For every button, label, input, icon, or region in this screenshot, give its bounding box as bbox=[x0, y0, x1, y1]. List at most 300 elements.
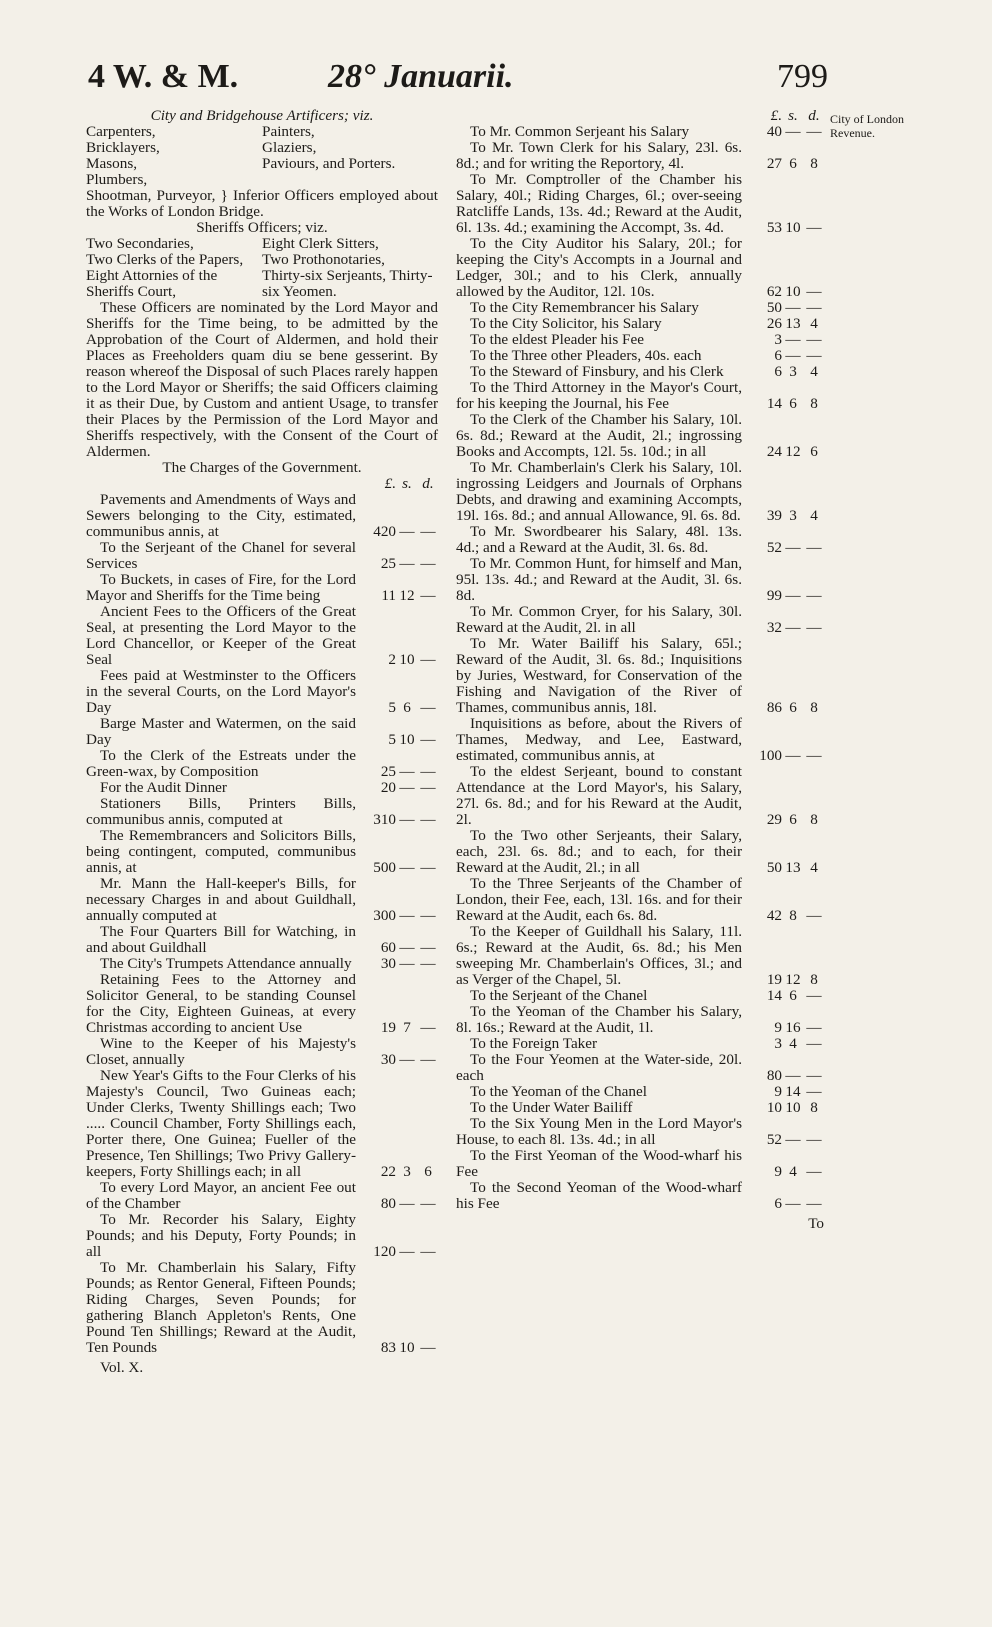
pence-value: — bbox=[806, 347, 822, 364]
pounds-value: 32 bbox=[766, 619, 782, 636]
pounds-value: 3 bbox=[774, 331, 782, 348]
shillings-value: — bbox=[785, 619, 801, 636]
pounds-value: 99 bbox=[766, 587, 782, 604]
shillings-value: 4 bbox=[789, 1035, 797, 1052]
charge-description: To the Three other Pleaders, 40s. each bbox=[470, 347, 702, 364]
shillings-value: — bbox=[399, 1243, 415, 1260]
catchword: To bbox=[808, 1215, 824, 1232]
charge-amount bbox=[748, 700, 824, 716]
pence-value: — bbox=[420, 1051, 436, 1068]
shillings-value: — bbox=[399, 811, 415, 828]
session-date: 28° Januarii. bbox=[328, 58, 514, 95]
charge-description: To Mr. Chamberlain his Salary, Fifty Pounds; as Rentor General, Fifteen Pounds; Riding Charges, Seven Pounds; for gathering Blanch Appleton's Rents, One Pound Ten Shillings; Reward at the Audit, Ten Pounds bbox=[86, 1259, 356, 1356]
shillings-value: — bbox=[785, 587, 801, 604]
charge-description: To the Four Yeomen at the Water-side, 20l. each bbox=[456, 1051, 742, 1084]
charge-description: To the First Yeoman of the Wood-wharf his Fee bbox=[456, 1147, 742, 1180]
charge-description: Wine to the Keeper of his Majesty's Closet, annually bbox=[86, 1035, 356, 1068]
charge-description: Fees paid at Westminster to the Officers in the several Courts, on the Lord Mayor's Day bbox=[86, 667, 356, 716]
list-item: Plumbers, bbox=[86, 171, 148, 188]
shillings-value: — bbox=[399, 907, 415, 924]
charge-entry bbox=[456, 1180, 824, 1212]
shillings-value: — bbox=[785, 1195, 801, 1212]
charge-description: To the Foreign Taker bbox=[470, 1035, 598, 1052]
pence-value: — bbox=[806, 747, 822, 764]
pounds-value: 9 bbox=[774, 1163, 782, 1180]
charge-entry bbox=[86, 540, 438, 572]
shillings-value: — bbox=[785, 347, 801, 364]
charge-entry bbox=[456, 1004, 824, 1036]
charge-entry bbox=[456, 380, 824, 412]
pounds-value: 62 bbox=[766, 283, 782, 300]
charge-entry bbox=[86, 1260, 438, 1356]
charge-description: Inquisitions as before, about the Rivers of Thames, Medway, and Lee, Eastward, estimated, communibus annis, at bbox=[456, 715, 742, 764]
charge-description: The City's Trumpets Attendance annually bbox=[100, 955, 352, 972]
pounds-value: 83 bbox=[380, 1339, 396, 1356]
pence-value: — bbox=[420, 955, 436, 972]
charge-entry bbox=[456, 332, 824, 348]
charge-entry bbox=[86, 1036, 438, 1068]
pence-value: — bbox=[806, 123, 822, 140]
charge-amount bbox=[362, 556, 438, 572]
charge-entry bbox=[456, 316, 824, 332]
pounds-value: 22 bbox=[380, 1163, 396, 1180]
shillings-value: — bbox=[399, 1051, 415, 1068]
charge-entry bbox=[86, 748, 438, 780]
pounds-value: 6 bbox=[774, 347, 782, 364]
charge-entry bbox=[456, 172, 824, 236]
charge-amount bbox=[362, 1052, 438, 1068]
shillings-value: — bbox=[785, 1067, 801, 1084]
charge-entry bbox=[456, 556, 824, 604]
charge-description: To the City Remembrancer his Salary bbox=[470, 299, 699, 316]
charge-entry bbox=[456, 412, 824, 460]
charge-amount bbox=[748, 972, 824, 988]
charge-entry bbox=[456, 300, 824, 316]
pence-value: 8 bbox=[810, 811, 818, 828]
charge-amount bbox=[748, 1100, 824, 1116]
pence-value: — bbox=[420, 763, 436, 780]
charge-description: To the Yeoman of the Chanel bbox=[470, 1083, 647, 1100]
shillings-value: 13 bbox=[785, 859, 801, 876]
charge-entry bbox=[456, 460, 824, 524]
charge-entry bbox=[86, 604, 438, 668]
charge-amount bbox=[362, 1020, 438, 1036]
shillings-value: 3 bbox=[403, 1163, 411, 1180]
charge-description: To Mr. Common Serjeant his Salary bbox=[470, 123, 690, 140]
margin-note: City of London Revenue. bbox=[830, 112, 904, 140]
pence-value: — bbox=[806, 1019, 822, 1036]
volume-mark: Vol. X. bbox=[100, 1359, 144, 1376]
charge-entry bbox=[86, 780, 438, 796]
charge-amount bbox=[362, 588, 438, 604]
pounds-value: 14 bbox=[766, 395, 782, 412]
pence-value: 6 bbox=[810, 443, 818, 460]
charge-amount bbox=[748, 988, 824, 1004]
charge-amount bbox=[748, 156, 824, 172]
charge-entry bbox=[86, 716, 438, 748]
charge-entry bbox=[86, 924, 438, 956]
pence-value: — bbox=[806, 587, 822, 604]
charge-description: To the Under Water Bailiff bbox=[470, 1099, 633, 1116]
charge-entry bbox=[86, 572, 438, 604]
currency-header-right: £. s. d. bbox=[770, 107, 820, 124]
pounds-value: 26 bbox=[766, 315, 782, 332]
shillings-value: 7 bbox=[403, 1019, 411, 1036]
pence-value: — bbox=[806, 331, 822, 348]
charge-amount bbox=[362, 956, 438, 972]
list-item: Masons, Paviours, and Porters. bbox=[86, 155, 396, 172]
charge-amount bbox=[362, 1164, 438, 1180]
charge-description: To Mr. Town Clerk for his Salary, 23l. 6s. 8d.; and for writing the Reportory, 4l. bbox=[456, 139, 742, 172]
shillings-value: 12 bbox=[785, 971, 801, 988]
pence-value: — bbox=[420, 779, 436, 796]
shillings-value: 4 bbox=[789, 1163, 797, 1180]
pence-value: — bbox=[420, 811, 436, 828]
page-number: 799 bbox=[777, 58, 828, 95]
pounds-value: 29 bbox=[766, 811, 782, 828]
charge-description: To the Third Attorney in the Mayor's Court, for his keeping the Journal, his Fee bbox=[456, 379, 742, 412]
charge-entry bbox=[456, 1116, 824, 1148]
pounds-value: 39 bbox=[766, 507, 782, 524]
pence-value: 8 bbox=[810, 395, 818, 412]
charge-entry bbox=[86, 668, 438, 716]
charge-amount bbox=[748, 1132, 824, 1148]
pence-value: — bbox=[420, 859, 436, 876]
charge-amount bbox=[362, 700, 438, 716]
shillings-value: 6 bbox=[789, 395, 797, 412]
pence-value: — bbox=[420, 1339, 436, 1356]
right-column bbox=[456, 108, 824, 1232]
charge-amount bbox=[748, 348, 824, 364]
right-charges-list bbox=[456, 124, 824, 1212]
pounds-value: 19 bbox=[380, 1019, 396, 1036]
shillings-value: — bbox=[399, 779, 415, 796]
charge-amount bbox=[748, 444, 824, 460]
charge-description: To the Serjeant of the Chanel bbox=[470, 987, 648, 1004]
charge-entry bbox=[456, 524, 824, 556]
charge-amount bbox=[362, 524, 438, 540]
charge-entry bbox=[456, 764, 824, 828]
charge-amount bbox=[748, 748, 824, 764]
shillings-value: 6 bbox=[403, 699, 411, 716]
pounds-value: 11 bbox=[381, 587, 396, 604]
pounds-value: 500 bbox=[373, 859, 396, 876]
charge-amount bbox=[748, 620, 824, 636]
shillings-value: — bbox=[785, 539, 801, 556]
charge-amount bbox=[748, 220, 824, 236]
shillings-value: 10 bbox=[399, 731, 415, 748]
charge-amount bbox=[362, 764, 438, 780]
pence-value: — bbox=[420, 587, 436, 604]
shillings-value: — bbox=[785, 331, 801, 348]
pounds-value: 40 bbox=[766, 123, 782, 140]
pounds-value: 120 bbox=[373, 1243, 396, 1260]
pounds-value: 27 bbox=[766, 155, 782, 172]
charge-amount bbox=[362, 1340, 438, 1356]
pounds-value: 50 bbox=[766, 299, 782, 316]
pounds-value: 30 bbox=[380, 955, 396, 972]
pence-value: 4 bbox=[810, 859, 818, 876]
pounds-value: 9 bbox=[774, 1083, 782, 1100]
list-item: Eight Attornies of the Sheriffs Court, Thirty-six Serjeants, Thirty-six Yeomen. bbox=[86, 267, 433, 300]
left-column bbox=[86, 108, 438, 1376]
charge-amount bbox=[748, 284, 824, 300]
charge-description: To the Keeper of Guildhall his Salary, 11l. 6s.; Reward at the Audit, 6s. 8d.; his Men sweeping Mr. Chamberlain's Offices, 3l.; and as Verger of the Chapel, 5l. bbox=[456, 923, 742, 988]
pounds-value: 310 bbox=[373, 811, 396, 828]
pounds-value: 50 bbox=[766, 859, 782, 876]
charge-amount bbox=[748, 332, 824, 348]
left-charges-list bbox=[86, 492, 438, 1356]
pence-value: 8 bbox=[810, 699, 818, 716]
charge-description: To the Second Yeoman of the Wood-wharf his Fee bbox=[456, 1179, 742, 1212]
charge-description: To the Clerk of the Chamber his Salary, 10l. 6s. 8d.; Reward at the Audit, 2l.; ingrossing Books and Accompts, 12l. 5s. 10d.; in all bbox=[456, 411, 742, 460]
pounds-value: 60 bbox=[380, 939, 396, 956]
charge-amount bbox=[748, 860, 824, 876]
charge-description: Barge Master and Watermen, on the said Day bbox=[86, 715, 356, 748]
pence-value: — bbox=[806, 299, 822, 316]
shillings-value: — bbox=[399, 939, 415, 956]
charge-amount bbox=[748, 588, 824, 604]
pounds-value: 42 bbox=[766, 907, 782, 924]
shillings-value: 10 bbox=[785, 1099, 801, 1116]
charge-description: To the Steward of Finsbury, and his Clerk bbox=[470, 363, 724, 380]
charge-entry bbox=[456, 236, 824, 300]
shillings-value: 16 bbox=[785, 1019, 801, 1036]
shillings-value: 6 bbox=[789, 699, 797, 716]
charge-description: To Mr. Comptroller of the Chamber his Salary, 40l.; Riding Charges, 6l.; over-seeing Ratcliffe Lands, 13s. 4d.; Reward at the Audit, 6l. 13s. 4d.; examining the Accompt, 3s. 4d. bbox=[456, 171, 742, 236]
charge-entry bbox=[456, 828, 824, 876]
charge-entry bbox=[456, 604, 824, 636]
pence-value: 8 bbox=[810, 971, 818, 988]
charge-amount bbox=[362, 812, 438, 828]
charge-description: To every Lord Mayor, an ancient Fee out of the Chamber bbox=[86, 1179, 356, 1212]
shillings-value: — bbox=[785, 747, 801, 764]
charge-entry bbox=[456, 876, 824, 924]
charge-description: Retaining Fees to the Attorney and Solicitor General, to be standing Counsel for the City, Eighteen Guineas, at every Christmas according to ancient Use bbox=[86, 971, 356, 1036]
pounds-value: 100 bbox=[759, 747, 782, 764]
shillings-value: — bbox=[399, 955, 415, 972]
shillings-value: 8 bbox=[789, 907, 797, 924]
pounds-value: 3 bbox=[774, 1035, 782, 1052]
pounds-value: 5 bbox=[388, 731, 396, 748]
charge-amount bbox=[748, 364, 824, 380]
pence-value: 4 bbox=[810, 507, 818, 524]
charge-description: To the Two other Serjeants, their Salary, each, 23l. 6s. 8d.; and to each, for their Reward at the Audit, 2l.; in all bbox=[456, 827, 742, 876]
charge-entry bbox=[86, 1068, 438, 1180]
shillings-value: — bbox=[785, 123, 801, 140]
shillings-value: 10 bbox=[785, 283, 801, 300]
pence-value: — bbox=[806, 539, 822, 556]
charge-amount bbox=[748, 540, 824, 556]
shillings-value: — bbox=[399, 763, 415, 780]
pence-value: — bbox=[806, 987, 822, 1004]
charge-entry bbox=[86, 796, 438, 828]
pence-value: — bbox=[806, 1195, 822, 1212]
charge-description: To the Clerk of the Estreats under the Green-wax, by Composition bbox=[86, 747, 356, 780]
charge-description: To the Serjeant of the Chanel for several Services bbox=[86, 539, 356, 572]
pounds-value: 10 bbox=[766, 1099, 782, 1116]
pounds-value: 86 bbox=[766, 699, 782, 716]
charge-amount bbox=[748, 908, 824, 924]
shillings-value: — bbox=[399, 555, 415, 572]
charge-description: To the City Solicitor, his Salary bbox=[470, 315, 662, 332]
pounds-value: 2 bbox=[388, 651, 396, 668]
shillings-value: — bbox=[399, 859, 415, 876]
charge-description: To Mr. Common Cryer, for his Salary, 30l. Reward at the Audit, 2l. in all bbox=[456, 603, 742, 636]
charge-entry bbox=[86, 876, 438, 924]
charge-entry bbox=[456, 636, 824, 716]
charge-amount bbox=[362, 652, 438, 668]
shillings-value: 12 bbox=[785, 443, 801, 460]
charge-description: To the City Auditor his Salary, 20l.; for keeping the City's Accompts in a Journal and Ledger, 30l.; and to his Clerk, annually allowed by the Auditor, 12l. 10s. bbox=[456, 235, 742, 300]
charge-description: Mr. Mann the Hall-keeper's Bills, for necessary Charges in and about Guildhall, annually computed at bbox=[86, 875, 356, 924]
pounds-value: 80 bbox=[380, 1195, 396, 1212]
shillings-value: — bbox=[399, 523, 415, 540]
pence-value: — bbox=[806, 1163, 822, 1180]
charge-amount bbox=[362, 732, 438, 748]
shillings-value: 6 bbox=[789, 811, 797, 828]
page-header bbox=[88, 58, 828, 104]
charge-amount bbox=[362, 908, 438, 924]
charge-amount bbox=[748, 1020, 824, 1036]
artificers-list bbox=[86, 124, 438, 188]
pounds-value: 6 bbox=[774, 1195, 782, 1212]
pence-value: — bbox=[420, 1195, 436, 1212]
pounds-value: 25 bbox=[380, 763, 396, 780]
pounds-value: 52 bbox=[766, 1131, 782, 1148]
charge-entry bbox=[456, 988, 824, 1004]
pence-value: — bbox=[806, 1035, 822, 1052]
pence-value: 6 bbox=[424, 1163, 432, 1180]
pounds-value: 52 bbox=[766, 539, 782, 556]
charge-description: Ancient Fees to the Officers of the Great Seal, at presenting the Lord Mayor to the Lord Chancellor, or Keeper of the Great Seal bbox=[86, 603, 356, 668]
charge-amount bbox=[748, 396, 824, 412]
pounds-value: 9 bbox=[774, 1019, 782, 1036]
charge-description: For the Audit Dinner bbox=[100, 779, 227, 796]
pounds-value: 300 bbox=[373, 907, 396, 924]
charge-entry bbox=[86, 492, 438, 540]
shillings-value: 10 bbox=[399, 1339, 415, 1356]
charge-amount bbox=[362, 780, 438, 796]
charge-description: To Buckets, in cases of Fire, for the Lord Mayor and Sheriffs for the Time being bbox=[86, 571, 356, 604]
pounds-value: 6 bbox=[774, 363, 782, 380]
pounds-value: 80 bbox=[766, 1067, 782, 1084]
charge-description: Pavements and Amendments of Ways and Sewers belonging to the City, estimated, communibus annis, at bbox=[86, 491, 356, 540]
charge-description: To the Six Young Men in the Lord Mayor's House, to each 8l. 13s. 4d.; in all bbox=[456, 1115, 742, 1148]
charge-amount bbox=[362, 940, 438, 956]
charge-amount bbox=[748, 1068, 824, 1084]
charge-entry bbox=[456, 1084, 824, 1100]
inferior-officers: Shootman, Purveyor, } Inferior Officers employed about the Works of London Bridge. bbox=[86, 187, 438, 220]
pence-value: — bbox=[806, 619, 822, 636]
pounds-value: 30 bbox=[380, 1051, 396, 1068]
charge-entry bbox=[86, 828, 438, 876]
charge-entry bbox=[456, 140, 824, 172]
charge-entry bbox=[456, 1036, 824, 1052]
artificers-heading: City and Bridgehouse Artificers; viz. bbox=[150, 107, 374, 124]
pence-value: — bbox=[420, 555, 436, 572]
charge-entry bbox=[456, 348, 824, 364]
list-item: Bricklayers, Glaziers, bbox=[86, 139, 317, 156]
pence-value: — bbox=[806, 907, 822, 924]
shillings-value: 3 bbox=[789, 507, 797, 524]
charge-description: To the Yeoman of the Chamber his Salary, 8l. 16s.; Reward at the Audit, 1l. bbox=[456, 1003, 742, 1036]
pounds-value: 5 bbox=[388, 699, 396, 716]
charge-entry bbox=[456, 1100, 824, 1116]
pence-value: — bbox=[420, 907, 436, 924]
shillings-value: 13 bbox=[785, 315, 801, 332]
shillings-value: 10 bbox=[399, 651, 415, 668]
charge-description: To Mr. Recorder his Salary, Eighty Pounds; and his Deputy, Forty Pounds; in all bbox=[86, 1211, 356, 1260]
charge-amount bbox=[362, 860, 438, 876]
charge-description: To the eldest Serjeant, bound to constant Attendance at the Lord Mayor's, his Salary, 27l. 6s. 8d.; and for his Reward at the Audit, 2l. bbox=[456, 763, 742, 828]
pence-value: — bbox=[420, 651, 436, 668]
charge-description: To Mr. Common Hunt, for himself and Man, 95l. 13s. 4d.; and Reward at the Audit, 3l. 6s. 8d. bbox=[456, 555, 742, 604]
pence-value: 8 bbox=[810, 155, 818, 172]
charge-description: The Four Quarters Bill for Watching, in and about Guildhall bbox=[86, 923, 356, 956]
shillings-value: — bbox=[399, 1195, 415, 1212]
shillings-value: 12 bbox=[399, 587, 415, 604]
charge-entry bbox=[456, 1052, 824, 1084]
pounds-value: 14 bbox=[766, 987, 782, 1004]
pence-value: 4 bbox=[810, 363, 818, 380]
charge-amount bbox=[362, 1244, 438, 1260]
shillings-value: — bbox=[785, 299, 801, 316]
charge-amount bbox=[748, 1036, 824, 1052]
pence-value: — bbox=[806, 1067, 822, 1084]
pounds-value: 420 bbox=[373, 523, 396, 540]
pence-value: — bbox=[806, 283, 822, 300]
charge-entry bbox=[86, 1180, 438, 1212]
list-item: Two Clerks of the Papers, Two Prothonotaries, bbox=[86, 251, 385, 268]
charge-description: New Year's Gifts to the Four Clerks of his Majesty's Council, Two Guineas each; Under Clerks, Twenty Shillings each; Two ..... Council Chamber, Forty Shillings each, Porter there, One Guinea; Fueller of the Presence, Ten Shillings; Two Privy Gallery-keepers, Forty Shillings each; in all bbox=[86, 1067, 356, 1180]
charge-amount bbox=[748, 300, 824, 316]
officers-paragraph: These Officers are nominated by the Lord Mayor and Sheriffs for the Time being, to be admitted by the Approbation of the Court of Aldermen, and hold their Places as Freeholders quam diu se bene gesserint. By reason whereof the Disposal of such Places rarely happen to the Lord Mayor or Sheriffs; the said Officers claiming it as their Due, by Custom and antient Usage, to transfer their Places by the Permission of the Lord Mayor and Sheriffs respectively, with the Consent of the Court of Aldermen. bbox=[86, 299, 438, 460]
charge-amount bbox=[748, 1164, 824, 1180]
pence-value: — bbox=[420, 1019, 436, 1036]
pence-value: — bbox=[806, 1083, 822, 1100]
charge-description: To Mr. Water Bailiff his Salary, 65l.; Reward of the Audit, 3l. 6s. 8d.; Inquisitions by Juries, Westward, for Conservation of the Fishing and Navigation of the River of Thames, communibus annis, 18l. bbox=[456, 635, 742, 716]
charge-amount bbox=[748, 316, 824, 332]
shillings-value: 6 bbox=[789, 155, 797, 172]
shillings-value: 14 bbox=[785, 1083, 801, 1100]
charge-description: To Mr. Chamberlain's Clerk his Salary, 10l. ingrossing Leidgers and Journals of Orphans Debts, and drawing and examining Accompts, 19l. 16s. 8d.; and annual Allowance, 9l. 6s. 8d. bbox=[456, 459, 742, 524]
charge-entry bbox=[456, 924, 824, 988]
charge-amount bbox=[748, 1084, 824, 1100]
charge-amount bbox=[362, 1196, 438, 1212]
shillings-value: — bbox=[785, 1131, 801, 1148]
pounds-value: 19 bbox=[766, 971, 782, 988]
charge-entry bbox=[456, 1148, 824, 1180]
pounds-value: 20 bbox=[380, 779, 396, 796]
pounds-value: 24 bbox=[766, 443, 782, 460]
pence-value: 4 bbox=[810, 315, 818, 332]
charges-heading: The Charges of the Government. bbox=[162, 459, 362, 476]
pence-value: — bbox=[806, 219, 822, 236]
charge-description: To Mr. Swordbearer his Salary, 48l. 13s. 4d.; and a Reward at the Audit, 3l. 6s. 8d. bbox=[456, 523, 742, 556]
charge-description: To the eldest Pleader his Fee bbox=[470, 331, 644, 348]
pence-value: — bbox=[420, 939, 436, 956]
charge-amount bbox=[748, 812, 824, 828]
charge-entry bbox=[86, 972, 438, 1036]
charge-description: Stationers Bills, Printers Bills, communibus annis, computed at bbox=[86, 795, 356, 828]
charge-amount bbox=[748, 124, 824, 140]
charge-amount bbox=[748, 1196, 824, 1212]
list-item: Carpenters, Painters, bbox=[86, 123, 315, 140]
shillings-value: 3 bbox=[789, 363, 797, 380]
pence-value: — bbox=[420, 1243, 436, 1260]
pence-value: — bbox=[806, 1131, 822, 1148]
